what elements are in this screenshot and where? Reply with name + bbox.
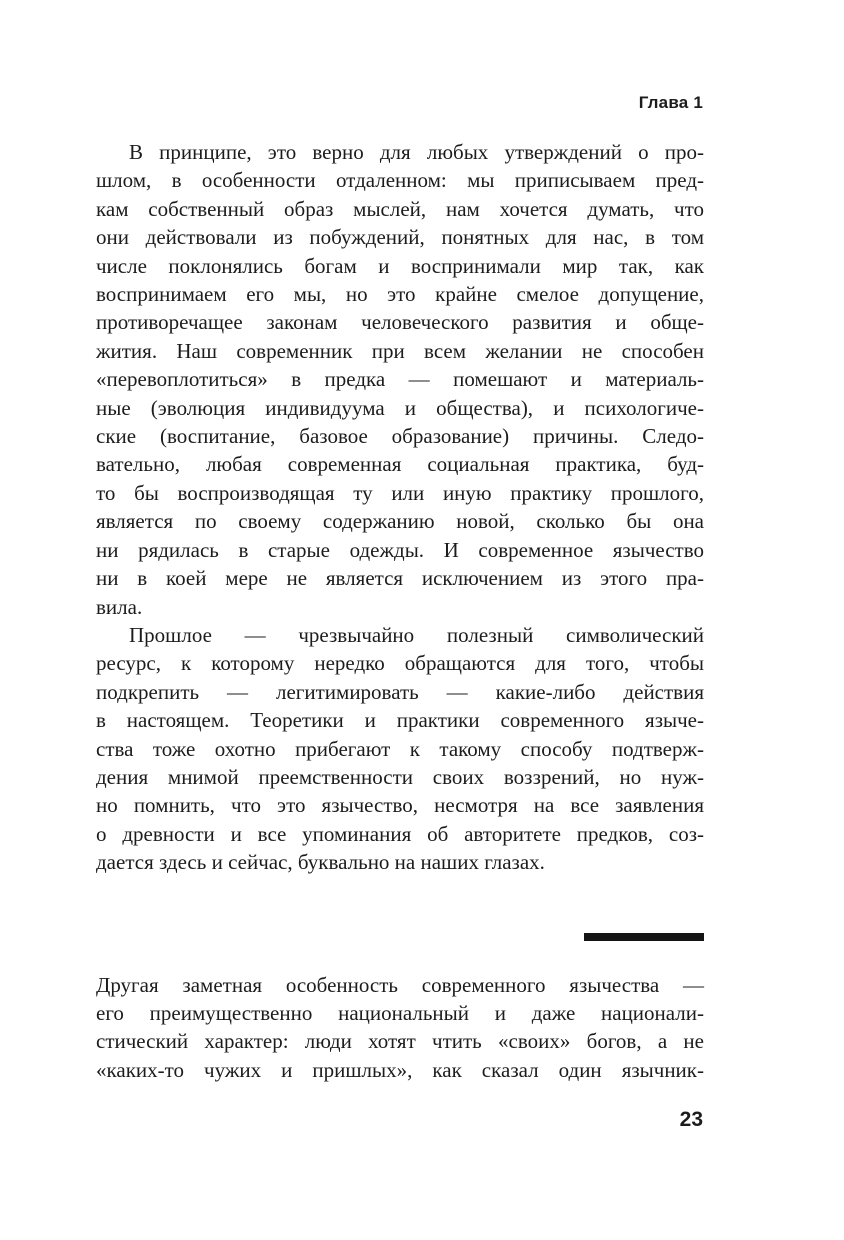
paragraph	[96, 138, 704, 621]
text-line: дения мнимой преемственности своих воззрений, но нуж-	[96, 764, 704, 789]
text-line: то бы воспроизводящая ту или иную практику прошлого,	[96, 480, 704, 505]
text-line: В принципе, это верно для любых утверждений о про-	[129, 140, 704, 164]
text-line: ресурс, к которому нередко обращаются для того, чтобы	[96, 651, 704, 676]
text-line: ные (эволюция индивидуума и общества), и психологиче-	[96, 395, 704, 420]
text-line: ни рядилась в старые одежды. И современное язычество	[96, 537, 704, 562]
text-line: «каких-то чужих и пришлых», как сказал один язычник-	[96, 1057, 704, 1082]
text-line: его преимущественно национальный и даже национали-	[96, 1000, 704, 1025]
text-line: жития. Наш современник при всем желании не способен	[96, 338, 704, 363]
text-line: о древности и все упоминания об авторитете предков, соз-	[96, 821, 704, 846]
text-line: воспринимаем его мы, но это крайне смелое допущение,	[96, 282, 704, 307]
text-line: дается здесь и сейчас, буквально на наших глазах.	[96, 850, 545, 875]
text-line: подкрепить — легитимировать — какие-либо действия	[96, 679, 704, 704]
text-line: ские (воспитание, базовое образование) причины. Следо-	[96, 424, 704, 449]
paragraph	[96, 621, 704, 877]
page-body	[96, 138, 704, 1084]
text-line: вательно, любая современная социальная практика, буд-	[96, 452, 704, 477]
text-line: Прошлое — чрезвычайно полезный символический	[129, 622, 704, 647]
text-line: числе поклонялись богам и воспринимали мир так, как	[96, 253, 704, 278]
text-line: является по своему содержанию новой, сколько бы она	[96, 509, 704, 534]
text-line: стический характер: люди хотят чтить «своих» богов, а не	[96, 1029, 704, 1054]
text-line: «перевоплотиться» в предка — помешают и материаль-	[96, 367, 704, 392]
page-number: 23	[679, 1108, 703, 1131]
text-line: ства тоже охотно прибегают к такому способу подтверж-	[96, 736, 704, 761]
text-line: в настоящем. Теоретики и практики современного языче-	[96, 708, 704, 733]
text-line: кам собственный образ мыслей, нам хочется думать, что	[96, 196, 704, 221]
chapter-header: Глава 1	[638, 93, 703, 112]
text-line: они действовали из побуждений, понятных для нас, в том	[96, 225, 704, 250]
text-line: противоречащее законам человеческого развития и обще-	[96, 310, 704, 335]
paragraph	[96, 971, 704, 1085]
text-line: шлом, в особенности отдаленном: мы приписываем пред-	[96, 168, 704, 193]
text-line: ни в коей мере не является исключением из этого пра-	[96, 566, 704, 591]
text-line: Другая заметная особенность современного язычества —	[96, 972, 704, 997]
text-line: вила.	[96, 594, 143, 619]
text-line: но помнить, что это язычество, несмотря на все заявления	[96, 793, 704, 818]
section-divider	[584, 933, 704, 941]
